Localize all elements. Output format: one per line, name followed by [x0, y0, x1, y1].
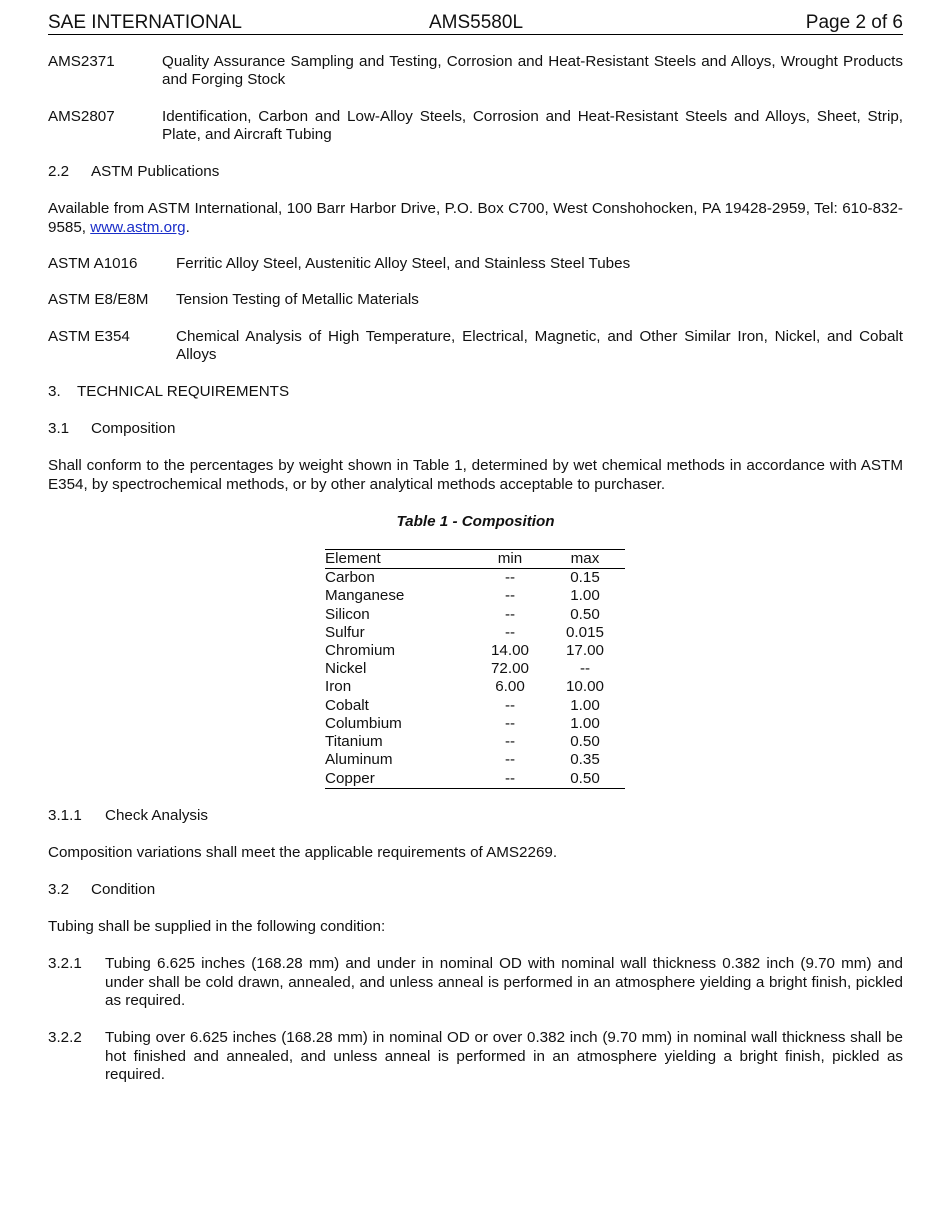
reference-description: Quality Assurance Sampling and Testing, Corrosion and Heat-Resistant Steels and Alloys, Wrought Products and Forging Stock — [162, 53, 903, 89]
reference-code: AMS2371 — [48, 53, 115, 70]
composition-table — [325, 549, 625, 789]
reference-code: ASTM A1016 — [48, 255, 138, 273]
section-title: Check Analysis — [105, 807, 208, 825]
min-cell: 14.00 — [490, 642, 529, 660]
element-cell: Columbium — [325, 714, 402, 732]
section-heading-astm — [48, 163, 903, 181]
column-header-max: max — [570, 550, 600, 568]
reference-code: ASTM E8/E8M — [48, 291, 149, 309]
header-page-number: Page 2 of 6 — [805, 12, 903, 33]
table-row — [325, 733, 625, 751]
section-heading-composition — [48, 420, 903, 438]
composition-paragraph: Shall conform to the percentages by weight shown in Table 1, determined by wet chemical methods in accordance with ASTM E354, by spectrochemical methods, or by other analytical methods acceptable to purchaser. — [48, 457, 903, 493]
max-cell: -- — [579, 660, 591, 678]
max-cell: 17.00 — [565, 642, 604, 660]
section-title: Composition — [91, 420, 176, 438]
reference-astm-e8 — [48, 291, 903, 309]
table-row — [325, 678, 625, 696]
max-cell: 1.00 — [570, 587, 600, 605]
min-cell: -- — [504, 751, 516, 769]
element-cell: Iron — [325, 678, 352, 696]
reference-code: AMS2807 — [48, 107, 115, 125]
section-heading-check-analysis — [48, 807, 903, 825]
reference-description: Ferritic Alloy Steel, Austenitic Alloy Steel, and Stainless Steel Tubes — [176, 255, 631, 273]
header-doc-number: AMS5580L — [429, 12, 524, 33]
min-cell: -- — [504, 605, 516, 623]
document-page — [48, 12, 903, 1084]
min-cell: -- — [504, 587, 516, 605]
reference-description: Chemical Analysis of High Temperature, Electrical, Magnetic, and Other Similar Iron, Nickel, and Cobalt Alloys — [176, 327, 903, 364]
table-row — [325, 697, 625, 715]
item-text: Tubing over 6.625 inches (168.28 mm) in nominal OD or over 0.382 inch (9.70 mm) in nominal wall thickness shall be hot finished and annealed, and unless anneal is performed in an atmosphere yielding a bright finish, pickled as required. — [105, 1029, 903, 1083]
max-cell: 0.15 — [570, 569, 600, 587]
reference-astm-a1016 — [48, 255, 903, 273]
max-cell: 0.50 — [570, 605, 600, 623]
astm-website-link[interactable]: www.astm.org — [90, 218, 186, 236]
min-cell: -- — [504, 623, 516, 641]
min-cell: 6.00 — [495, 678, 525, 696]
check-analysis-paragraph: Composition variations shall meet the applicable requirements of AMS2269. — [48, 844, 558, 862]
table-row — [325, 624, 625, 642]
max-cell: 0.015 — [565, 623, 604, 641]
reference-code: ASTM E354 — [48, 327, 130, 345]
element-cell: Cobalt — [325, 696, 369, 714]
column-header-element: Element — [325, 550, 381, 568]
page-header — [48, 12, 903, 35]
astm-availability — [48, 200, 903, 237]
element-cell: Chromium — [325, 642, 396, 660]
table-row — [325, 660, 625, 678]
max-cell: 1.00 — [570, 714, 600, 732]
item-number: 3.2.2 — [48, 1029, 82, 1047]
section-title: TECHNICAL REQUIREMENTS — [77, 383, 290, 401]
column-header-min: min — [497, 550, 523, 568]
reference-description: Identification, Carbon and Low-Alloy Steels, Corrosion and Heat-Resistant Steels and Alloys, Sheet, Strip, Plate, and Aircraft Tubing — [162, 107, 903, 144]
header-org: SAE INTERNATIONAL — [48, 12, 242, 33]
min-cell: -- — [504, 569, 516, 587]
condition-item-3-2-2 — [48, 1029, 903, 1084]
item-text: Tubing 6.625 inches (168.28 mm) and under in nominal OD with nominal wall thickness 0.382 inch (9.70 mm) and under shall be cold drawn, annealed, and unless anneal is performed in an atmosphere yielding a bright finish, pickled as required. — [105, 955, 903, 1010]
section-heading-technical — [48, 383, 903, 401]
section-number: 3. — [48, 383, 61, 401]
table-row — [325, 587, 625, 605]
element-cell: Nickel — [325, 660, 367, 678]
element-cell: Silicon — [325, 605, 370, 623]
min-cell: 72.00 — [490, 660, 529, 678]
section-title: Condition — [91, 881, 156, 899]
availability-text: Available from ASTM International, 100 Barr Harbor Drive, P.O. Box C700, West Conshohocken, PA 19428-2959, Tel: 610-832-9585, — [48, 200, 903, 236]
section-heading-condition — [48, 881, 903, 899]
condition-item-3-2-1 — [48, 955, 903, 1010]
section-title: ASTM Publications — [91, 163, 220, 181]
table-row — [325, 751, 625, 769]
section-number: 3.1.1 — [48, 807, 82, 825]
item-number: 3.2.1 — [48, 955, 82, 973]
max-cell: 0.50 — [570, 733, 600, 751]
table-row — [325, 642, 625, 660]
max-cell: 10.00 — [565, 678, 604, 696]
table-row — [325, 569, 625, 588]
section-number: 3.1 — [48, 420, 70, 438]
element-cell: Manganese — [325, 587, 405, 605]
element-cell: Carbon — [325, 569, 375, 587]
max-cell: 1.00 — [570, 696, 600, 714]
availability-end: . — [185, 218, 190, 236]
min-cell: -- — [504, 769, 516, 787]
min-cell: -- — [504, 714, 516, 732]
table-row — [325, 606, 625, 624]
table-title: Table 1 - Composition — [396, 512, 555, 530]
max-cell: 0.35 — [570, 751, 600, 769]
section-number: 3.2 — [48, 881, 70, 899]
element-cell: Copper — [325, 769, 375, 787]
reference-astm-e354 — [48, 328, 903, 365]
section-number: 2.2 — [48, 163, 70, 181]
table-row — [325, 770, 625, 789]
table-header-row — [325, 550, 625, 569]
table-row — [325, 715, 625, 733]
min-cell: -- — [504, 733, 516, 751]
reference-description: Tension Testing of Metallic Materials — [176, 291, 419, 309]
max-cell: 0.50 — [570, 769, 600, 787]
min-cell: -- — [504, 696, 516, 714]
element-cell: Aluminum — [325, 751, 393, 769]
condition-intro: Tubing shall be supplied in the following condition: — [48, 918, 386, 936]
element-cell: Titanium — [325, 733, 383, 751]
reference-ams2371 — [48, 53, 903, 90]
reference-ams2807 — [48, 108, 903, 145]
element-cell: Sulfur — [325, 623, 365, 641]
